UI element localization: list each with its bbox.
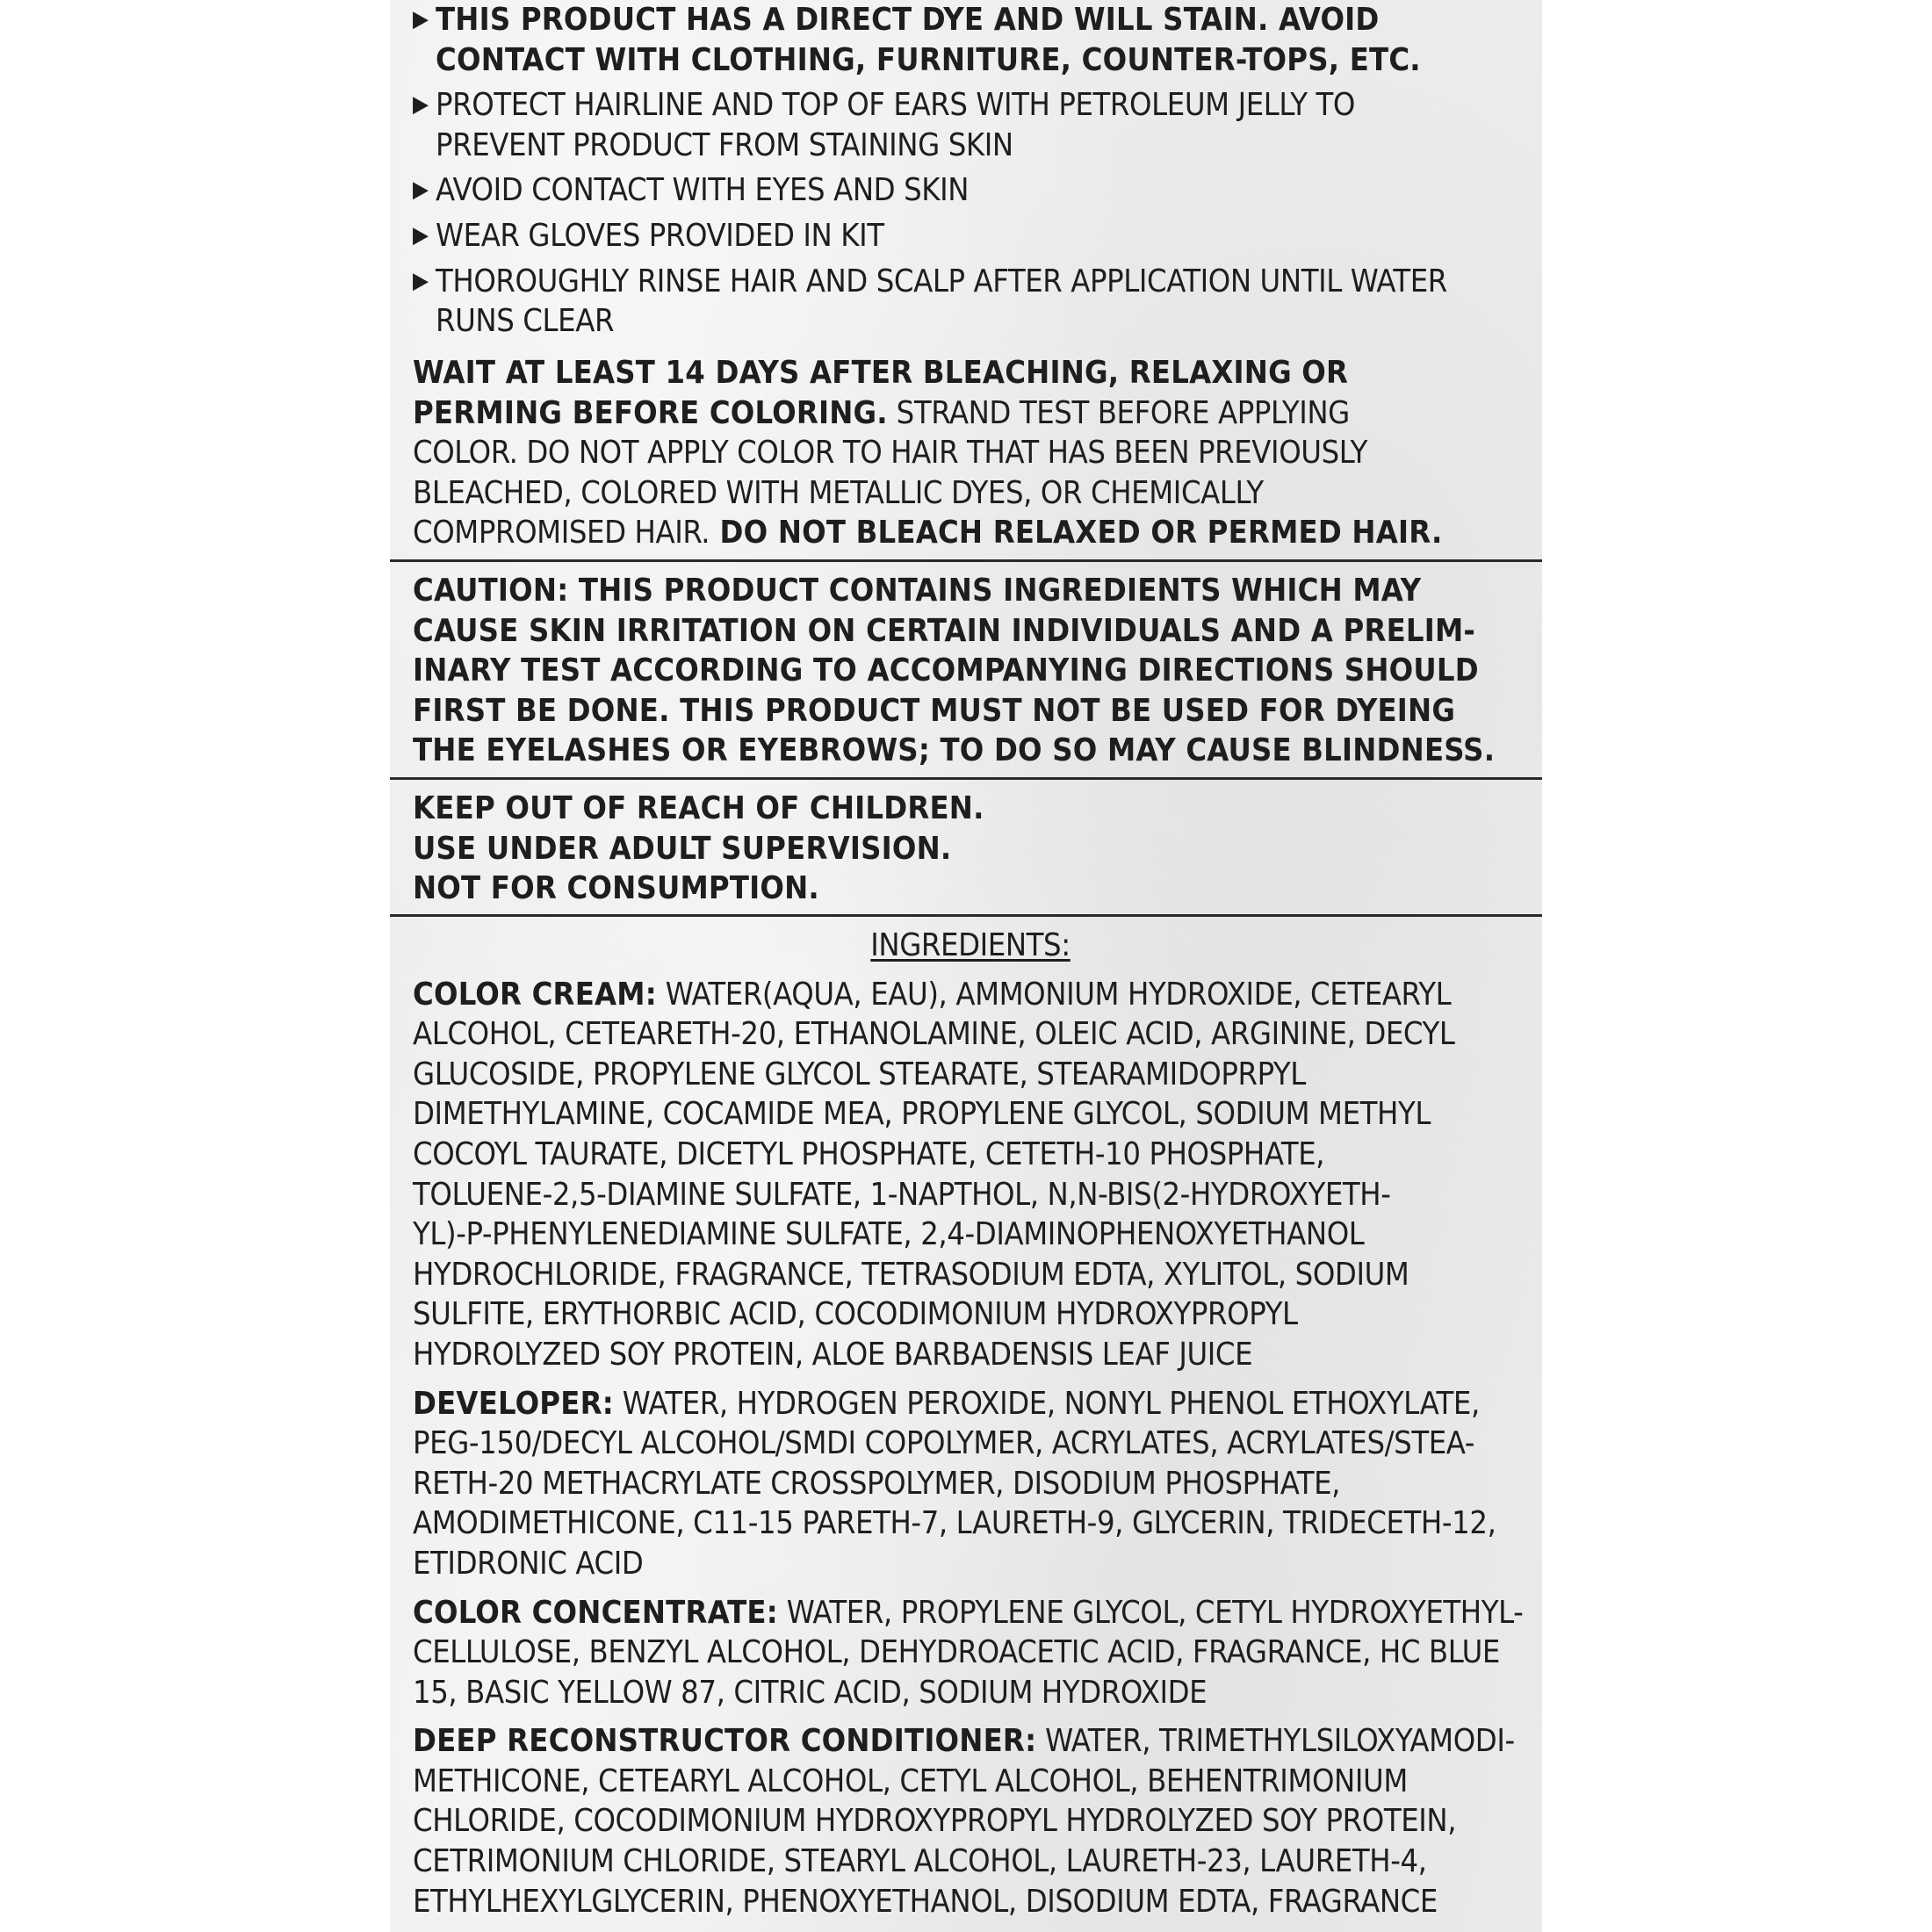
caution-line: FIRST BE DONE. THIS PRODUCT MUST NOT BE USED FOR DYEING xyxy=(413,692,1456,729)
wait-line-4: BLEACHED, COLORED WITH METALLIC DYES, OR CHEMICALLY xyxy=(413,474,1264,511)
bullet-rinse-cont: RUNS CLEAR xyxy=(436,303,615,340)
children-line: KEEP OUT OF REACH OF CHILDREN. xyxy=(413,790,984,826)
caution-line: CAUTION: THIS PRODUCT CONTAINS INGREDIENTS WHICH MAY xyxy=(413,573,1422,609)
warning-bullets xyxy=(413,0,1528,342)
caution-block xyxy=(413,571,1528,771)
bullet-triangle-icon: ▶ xyxy=(413,221,429,249)
ingredients-heading: INGREDIENTS: xyxy=(870,927,1071,963)
section-label: DEVELOPER: xyxy=(413,1385,614,1422)
children-warning-block xyxy=(413,789,1528,909)
bullet-triangle-icon: ▶ xyxy=(413,267,429,294)
ingredient-section-conditioner: DEEP RECONSTRUCTOR CONDITIONER: WATER, TRIMETHYLSILOXYAMODI- METHICONE, CETEARYL ALCOHOL, CETYL ALCOHOL, BEHENTRIMONIUM CHLORIDE, COCODIMONIUM HYDROXYPROPYL HYDROLYZED SOY PROTEIN, CETRIMONIUM CHLORIDE, STEARYL ALCOHOL, LAURETH-23, LAURETH-4, ETHYLHEXYLGLYCERIN, PHENOXYETHANOL, DISODIUM EDTA, FRAGRANCE xyxy=(413,1723,1515,1920)
section-label: COLOR CONCENTRATE: xyxy=(413,1594,778,1631)
caution-line: INARY TEST ACCORDING TO ACCOMPANYING DIRECTIONS SHOULD xyxy=(413,652,1479,689)
bullet-triangle-icon: ▶ xyxy=(413,91,429,119)
bullet-triangle-icon: ▶ xyxy=(413,6,429,32)
children-line: NOT FOR CONSUMPTION. xyxy=(413,870,819,907)
wait-line-5: COMPROMISED HAIR. DO NOT BLEACH RELAXED OR PERMED HAIR. xyxy=(413,515,1443,551)
wait-line-3: COLOR. DO NOT APPLY COLOR TO HAIR THAT HAS BEEN PREVIOUSLY xyxy=(413,435,1367,472)
divider-rule xyxy=(390,914,1542,917)
caution-line: THE EYELASHES OR EYEBROWS; TO DO SO MAY CAUSE BLINDNESS. xyxy=(413,732,1496,769)
label-panel xyxy=(390,0,1542,1932)
ingredient-section-developer: DEVELOPER: WATER, HYDROGEN PEROXIDE, NONYL PHENOL ETHOXYLATE, PEG-150/DECYL ALCOHOL/SMDI COPOLYMER, ACRYLATES, ACRYLATES/STEA- RETH-20 METHACRYLATE CROSSPOLYMER, DISODIUM PHOSPHATE, AMODIMETHICONE, C11-15 PARETH-7, LAURETH-9, GLYCERIN, TRIDECETH-12, ETIDRONIC ACID xyxy=(413,1385,1496,1582)
caution-line: CAUSE SKIN IRRITATION ON CERTAIN INDIVIDUALS AND A PRELIM- xyxy=(413,612,1476,649)
divider-rule xyxy=(390,559,1542,562)
children-line: USE UNDER ADULT SUPERVISION. xyxy=(413,830,952,867)
bullet-dye-stain: ▶ THIS PRODUCT HAS A DIRECT DYE AND WILL STAIN. AVOID xyxy=(413,0,1528,40)
bullet-hairline: ▶ PROTECT HAIRLINE AND TOP OF EARS WITH PETROLEUM JELLY TO xyxy=(413,85,1528,126)
bullet-hairline-cont: PREVENT PRODUCT FROM STAINING SKIN xyxy=(436,126,1013,163)
divider-rule xyxy=(390,777,1542,780)
ingredient-section-color-concentrate: COLOR CONCENTRATE: WATER, PROPYLENE GLYCOL, CETYL HYDROXYETHYL- CELLULOSE, BENZYL ALCOHOL, DEHYDROACETIC ACID, FRAGRANCE, HC BLUE 15, BASIC YELLOW 87, CITRIC ACID, SODIUM HYDROXIDE xyxy=(413,1594,1524,1711)
ingredients-block xyxy=(413,926,1528,1921)
bullet-rinse: ▶ THOROUGHLY RINSE HAIR AND SCALP AFTER APPLICATION UNTIL WATER xyxy=(413,262,1528,302)
bullet-triangle-icon: ▶ xyxy=(413,177,429,204)
wait-paragraph xyxy=(413,353,1528,553)
wait-line-2: PERMING BEFORE COLORING. STRAND TEST BEFORE APPLYING xyxy=(413,394,1350,431)
bullet-eyes-skin: ▶ AVOID CONTACT WITH EYES AND SKIN xyxy=(413,170,1528,211)
section-label: COLOR CREAM: xyxy=(413,976,657,1013)
section-label: DEEP RECONSTRUCTOR CONDITIONER: xyxy=(413,1723,1037,1760)
wait-line-1: WAIT AT LEAST 14 DAYS AFTER BLEACHING, RELAXING OR xyxy=(413,355,1349,391)
ingredient-section-color-cream: COLOR CREAM: WATER(AQUA, EAU), AMMONIUM HYDROXIDE, CETEARYL ALCOHOL, CETEARETH-20, ETHANOLAMINE, OLEIC ACID, ARGININE, DECYL GLUCOSIDE, PROPYLENE GLYCOL STEARATE, STEARAMIDOPRPYL DIMETHYLAMINE, COCAMIDE MEA, PROPYLENE GLYCOL, SODIUM METHYL COCOYL TAURATE, DICETYL PHOSPHATE, CETETH-10 PHOSPHATE, TOLUENE-2,5-DIAMINE SULFATE, 1-NAPTHOL, N,N-BIS(2-HYDROXYETH- YL)-P-PHENYLENEDIAMINE SULFATE, 2,4-DIAMINOPHENOXYETHANOL HYDROCHLORIDE, FRAGRANCE, TETRASODIUM EDTA, XYLITOL, SODIUM SULFITE, ERYTHORBIC ACID, COCODIMONIUM HYDROXYPROPYL HYDROLYZED SOY PROTEIN, ALOE BARBADENSIS LEAF JUICE xyxy=(413,976,1455,1373)
bullet-gloves: ▶ WEAR GLOVES PROVIDED IN KIT xyxy=(413,216,1528,256)
bullet-dye-stain-cont: CONTACT WITH CLOTHING, FURNITURE, COUNTER-TOPS, ETC. xyxy=(436,41,1421,78)
